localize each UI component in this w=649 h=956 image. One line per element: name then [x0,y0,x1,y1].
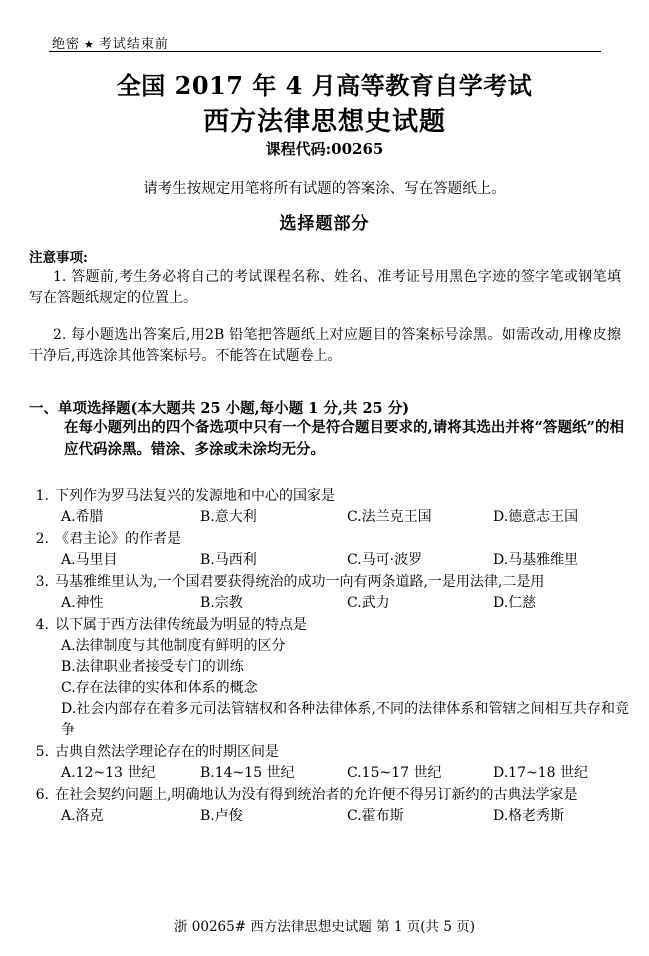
option-d[interactable]: D.格老秀斯 [493,808,565,824]
notes-heading: 注意事项: [29,250,88,266]
option-b[interactable]: B.卢俊 [200,808,243,824]
option-a[interactable]: A.神性 [61,595,104,611]
option-d[interactable]: D.17~18 世纪 [493,765,588,781]
star-icon: ★ [84,38,95,51]
option-c[interactable]: C.武力 [347,595,390,611]
question-stem [29,615,629,636]
note-item-2 [29,325,621,367]
exam-title-line2: 西方法律思想史试题 [202,107,446,137]
question-text: 《君主论》的作者是 [55,531,181,547]
note-item-1 [29,267,621,309]
option-b[interactable]: B.14~15 世纪 [200,765,295,781]
option-row [29,806,629,827]
question-list [29,486,629,828]
option-b[interactable]: B.马西利 [200,552,257,568]
question-number: 2. [35,531,49,547]
option-a[interactable]: A.马里目 [61,552,118,568]
question-text: 古典自然法学理论存在的时期区间是 [55,744,279,760]
question-text: 以下属于西方法律传统最为明显的特点是 [55,617,307,633]
option-row [29,550,629,571]
option-a[interactable]: A.希腊 [61,509,104,525]
part-one-subheading: 在每小题列出的四个备选项中只有一个是符合题目要求的,请将其选出并将“答题纸”的相应代码涂黑。错涂、多涂或未涂均无分。 [64,419,624,458]
option-a[interactable]: A.法律制度与其他制度有鲜明的区分 [61,638,286,654]
option-d[interactable]: D.仁慈 [493,595,537,611]
option-c[interactable]: C.15~17 世纪 [347,765,442,781]
part-one-heading: 一、单项选择题(本大题共 25 小题,每小题 1 分,共 25 分) [29,400,410,417]
course-code: 课程代码:00265 [265,140,384,158]
section-title-choice: 选择题部分 [279,214,370,234]
question-stem [29,529,629,550]
option-d[interactable]: D.德意志王国 [493,509,579,525]
question-item [29,572,629,614]
option-b[interactable]: B.意大利 [200,509,257,525]
option-c[interactable]: C.法兰克王国 [347,509,432,525]
question-text: 在社会契约问题上,明确地认为没有得到统治者的允许便不得另订新约的古典法学家是 [55,787,578,803]
option-a[interactable]: A.12~13 世纪 [61,765,156,781]
question-stem [29,486,629,507]
option-d[interactable]: D.社会内部存在着多元司法管辖权和各种法律体系,不同的法律体系和管辖之间相互共存和竞争 [61,701,629,738]
exam-title-line1: 全国 2017 年 4 月高等教育自学考试 [116,71,533,100]
question-stem [29,572,629,593]
option-c[interactable]: C.霍布斯 [347,808,404,824]
question-item [29,529,629,571]
question-item [29,742,629,784]
option-row [29,593,629,614]
option-stack [29,636,629,741]
option-d[interactable]: D.马基雅维里 [493,552,579,568]
option-b[interactable]: B.宗教 [200,595,243,611]
header-divider [49,51,601,52]
question-item [29,615,629,741]
note-1-text: 1. 答题前,考生务必将自己的考试课程名称、姓名、准考证号用黑色字迹的签字笔或钢笔填写在答题纸规定的位置上。 [29,269,621,306]
option-c[interactable]: C.马可·波罗 [347,552,423,568]
question-number: 1. [35,488,49,504]
question-text: 马基雅维里认为,一个国君要获得统治的成功一向有两条道路,一是用法律,二是用 [55,574,545,590]
question-number: 4. [35,617,49,633]
question-number: 6. [35,787,49,803]
option-b[interactable]: B.法律职业者接受专门的训练 [61,659,244,675]
option-a[interactable]: A.洛克 [61,808,104,824]
secrecy-header [52,33,169,52]
page-footer: 浙 00265# 西方法律思想史试题 第 1 页(共 5 页) [173,919,475,935]
question-item [29,486,629,528]
question-stem [29,785,629,806]
question-stem [29,742,629,763]
option-row [29,763,629,784]
question-number: 3. [35,574,49,590]
exam-instruction: 请考生按规定用笔将所有试题的答案涂、写在答题纸上。 [143,181,506,197]
option-c[interactable]: C.存在法律的实体和体系的概念 [61,680,258,696]
question-item [29,785,629,827]
note-2-text: 2. 每小题选出答案后,用2B 铅笔把答题纸上对应题目的答案标号涂黑。如需改动,用橡皮擦干净后,再选涂其他答案标号。不能答在试题卷上。 [29,327,621,364]
option-row [29,507,629,528]
question-text: 下列作为罗马法复兴的发源地和中心的国家是 [55,488,335,504]
secrecy-note: 考试结束前 [98,37,169,52]
secrecy-label: 绝密 [52,37,81,52]
question-number: 5. [35,744,49,760]
